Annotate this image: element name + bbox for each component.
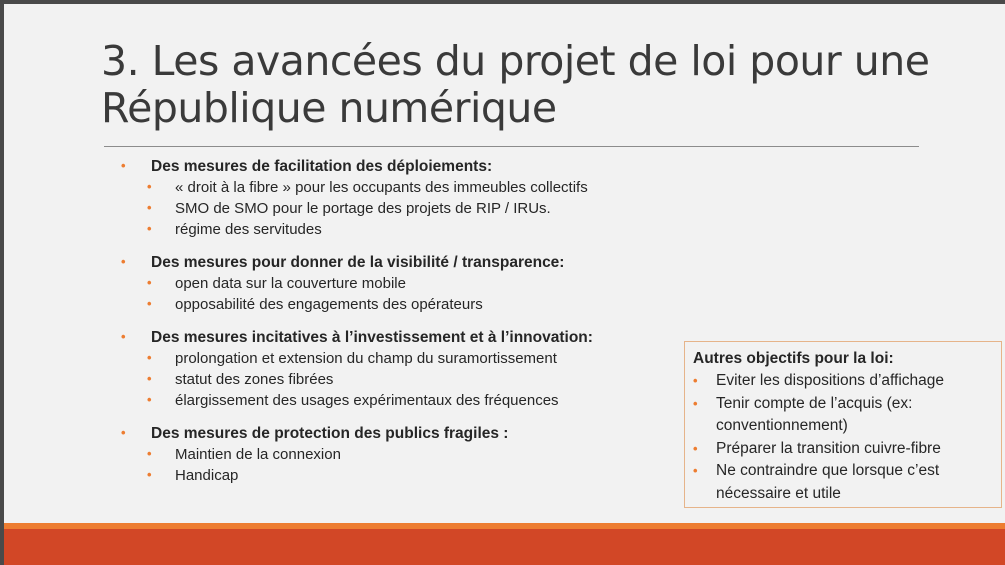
list-item-text: Maintien de la connexion	[175, 446, 341, 463]
box-title: Autres objectifs pour la loi:	[693, 350, 894, 367]
list-item-text: élargissement des usages expérimentaux des fréquences	[175, 392, 559, 409]
slide-title: 3. Les avancées du projet de loi pour une République numérique	[101, 37, 930, 132]
bullet-icon: •	[693, 463, 698, 478]
list-item-text: SMO de SMO pour le portage des projets de RIP / IRUs.	[175, 200, 551, 217]
list-item	[120, 177, 680, 198]
section-heading-text: Des mesures pour donner de la visibilité / transparence:	[151, 254, 565, 271]
list-item	[120, 273, 680, 294]
list-item-text: Eviter les dispositions d’affichage	[716, 372, 945, 389]
slide	[4, 4, 1005, 565]
list-item	[693, 393, 993, 438]
bullet-icon: •	[147, 371, 152, 386]
bullet-icon: •	[147, 275, 152, 290]
section-heading	[120, 156, 680, 177]
list-item	[120, 348, 680, 369]
other-objectives-box	[684, 341, 1002, 508]
bullet-icon: •	[121, 329, 126, 344]
bullet-icon: •	[147, 467, 152, 482]
bullet-icon: •	[693, 440, 698, 456]
bullet-icon: •	[693, 373, 698, 388]
sub-list	[120, 273, 680, 315]
bullet-icon: •	[693, 395, 698, 411]
list-item	[120, 198, 680, 219]
list-item-text: statut des zones fibrées	[175, 371, 334, 388]
list-item-text: « droit à la fibre » pour les occupants des immeubles collectifs	[175, 179, 588, 196]
bullet-icon: •	[147, 350, 152, 365]
list-item	[693, 460, 993, 505]
list-item-text: Handicap	[175, 467, 239, 484]
bullet-icon: •	[121, 254, 126, 269]
footer-bar	[4, 529, 1005, 565]
bullet-icon: •	[147, 221, 152, 236]
sub-list	[120, 177, 680, 240]
list-item	[120, 465, 680, 486]
list-item	[693, 438, 993, 461]
list-item	[120, 444, 680, 465]
section-heading-text: Des mesures de protection des publics fragiles :	[151, 425, 509, 442]
list-item	[120, 219, 680, 240]
section-investissement	[120, 327, 680, 411]
main-bullet-list	[120, 156, 680, 498]
section-heading	[120, 327, 680, 348]
list-item-text: prolongation et extension du champ du suramortissement	[175, 350, 557, 367]
list-item-text: open data sur la couverture mobile	[175, 275, 406, 292]
section-heading	[120, 252, 680, 273]
list-item	[120, 294, 680, 315]
list-item-text: Tenir compte de l’acquis (ex: conventionnement)	[716, 394, 913, 434]
title-divider	[104, 146, 919, 147]
bullet-icon: •	[147, 392, 152, 407]
section-heading	[120, 423, 680, 444]
sub-list	[120, 348, 680, 411]
list-item	[693, 370, 993, 393]
bullet-icon: •	[147, 296, 152, 311]
bullet-icon: •	[147, 200, 152, 215]
section-publics-fragiles	[120, 423, 680, 486]
bullet-icon: •	[121, 425, 126, 440]
section-heading-text: Des mesures incitatives à l’investissement et à l’innovation:	[151, 329, 593, 346]
list-item-text: régime des servitudes	[175, 221, 322, 238]
bullet-icon: •	[147, 179, 152, 194]
list-item-text: opposabilité des engagements des opérateurs	[175, 296, 483, 313]
bullet-icon: •	[121, 158, 126, 173]
section-deploiements	[120, 156, 680, 240]
section-visibilite	[120, 252, 680, 315]
section-heading-text: Des mesures de facilitation des déploiements:	[151, 158, 493, 175]
list-item-text: Ne contraindre que lorsque c’est nécessaire et utile	[716, 462, 940, 502]
sub-list	[120, 444, 680, 486]
list-item-text: Préparer la transition cuivre-fibre	[716, 439, 941, 457]
bullet-icon: •	[147, 446, 152, 461]
box-list	[693, 370, 993, 505]
list-item	[120, 390, 680, 411]
list-item	[120, 369, 680, 390]
